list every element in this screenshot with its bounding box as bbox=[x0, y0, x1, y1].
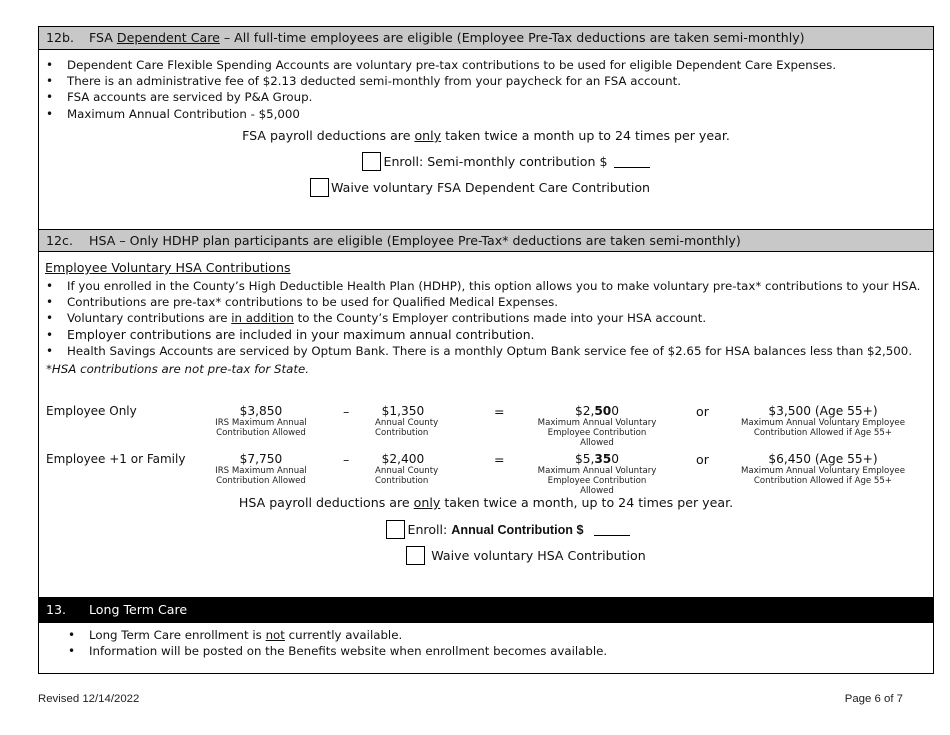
fsa-payroll-note: FSA payroll deductions are only taken twice a month up to 24 times per year. bbox=[242, 128, 730, 143]
or-text: or bbox=[696, 452, 709, 467]
list-item: • Employer contributions are included in your maximum annual contribution. bbox=[67, 327, 920, 343]
hsa-contribution-field[interactable] bbox=[594, 522, 630, 536]
hsa-row-label: Employee +1 or Family bbox=[46, 452, 186, 466]
section-13-header bbox=[39, 597, 933, 623]
list-item: • Long Term Care enrollment is not currently available. bbox=[89, 627, 607, 643]
fsa-waive-row bbox=[33, 178, 927, 197]
list-item: • Health Savings Accounts are serviced by Optum Bank. There is a monthly Optum Bank service fee of $2.65 for HSA balances less than $2,500. bbox=[67, 343, 920, 359]
section-12c-bullets bbox=[67, 278, 920, 359]
irs-max-cell: $7,750 IRS Maximum Annual Contribution Allowed bbox=[215, 452, 307, 486]
hsa-waive-checkbox[interactable] bbox=[406, 546, 425, 565]
max-voluntary-cell: $5,350 Maximum Annual Voluntary Employee Contribution Allowed bbox=[537, 452, 657, 496]
section-12c-header bbox=[39, 229, 933, 252]
equals-sign: = bbox=[494, 404, 505, 419]
section-12c-number: 12c. bbox=[46, 233, 73, 248]
section-12b-bullets bbox=[67, 57, 836, 122]
fsa-waive-checkbox[interactable] bbox=[310, 178, 329, 197]
benefits-form-page bbox=[38, 26, 934, 674]
county-contribution-cell: $2,400 Annual County Contribution bbox=[375, 452, 439, 486]
list-item: • FSA accounts are serviced by P&A Group. bbox=[67, 89, 836, 105]
fsa-enroll-checkbox[interactable] bbox=[362, 152, 381, 171]
hsa-subheading: Employee Voluntary HSA Contributions bbox=[45, 260, 291, 275]
fsa-enroll-label: Enroll: Semi-monthly contribution $ bbox=[383, 154, 608, 169]
section-13-number: 13. bbox=[46, 602, 67, 617]
hsa-payroll-note: HSA payroll deductions are only taken twice a month, up to 24 times per year. bbox=[238, 495, 734, 510]
minus-sign: – bbox=[343, 404, 350, 419]
irs-max-cell: $3,850 IRS Maximum Annual Contribution Allowed bbox=[215, 404, 307, 438]
hsa-enroll-bold-label: Annual Contribution $ bbox=[451, 523, 584, 537]
list-item: • Voluntary contributions are in addition to the County’s Employer contributions made into your HSA account. bbox=[67, 310, 920, 326]
list-item: • Dependent Care Flexible Spending Accounts are voluntary pre-tax contributions to be used for eligible Dependent Care Expenses. bbox=[67, 57, 836, 73]
section-13-bullets bbox=[89, 627, 607, 659]
max-voluntary-cell: $2,500 Maximum Annual Voluntary Employee Contribution Allowed bbox=[537, 404, 657, 448]
section-12b-number: 12b. bbox=[46, 30, 75, 45]
list-item: • If you enrolled in the County’s High Deductible Health Plan (HDHP), this option allows you to make voluntary pre-tax* contributions to your HSA. bbox=[67, 278, 920, 294]
fsa-enroll-row bbox=[59, 152, 950, 171]
hsa-row-label: Employee Only bbox=[46, 404, 137, 418]
minus-sign: – bbox=[343, 452, 350, 467]
hsa-waive-label: Waive voluntary HSA Contribution bbox=[431, 548, 646, 563]
section-13-title: Long Term Care bbox=[89, 602, 188, 617]
section-12b-title-link: Dependent Care bbox=[116, 30, 220, 45]
section-12b-header bbox=[39, 27, 933, 50]
list-item: • Maximum Annual Contribution - $5,000 bbox=[67, 106, 836, 122]
section-12b-title-pre: FSA bbox=[89, 30, 117, 45]
max-voluntary-55-cell: $3,500 (Age 55+) Maximum Annual Voluntary Employee Contribution Allowed if Age 55+ bbox=[741, 404, 905, 438]
hsa-enroll-label: Enroll: bbox=[407, 522, 452, 537]
section-12b-title-post: – All full-time employees are eligible (Employee Pre-Tax deductions are taken semi-monthly) bbox=[219, 30, 805, 45]
hsa-enroll-checkbox[interactable] bbox=[386, 520, 405, 539]
or-text: or bbox=[696, 404, 709, 419]
hsa-tax-note: *HSA contributions are not pre-tax for State. bbox=[46, 362, 310, 376]
hsa-row-family bbox=[39, 452, 933, 496]
fsa-contribution-field[interactable] bbox=[614, 154, 650, 168]
max-voluntary-55-cell: $6,450 (Age 55+) Maximum Annual Voluntary Employee Contribution Allowed if Age 55+ bbox=[741, 452, 905, 486]
list-item: • Information will be posted on the Benefits website when enrollment becomes available. bbox=[89, 643, 607, 659]
hsa-enroll-row bbox=[61, 520, 950, 539]
county-contribution-cell: $1,350 Annual County Contribution bbox=[375, 404, 439, 438]
list-item: • Contributions are pre-tax* contributions to be used for Qualified Medical Expenses. bbox=[67, 294, 920, 310]
revised-date: Revised 12/14/2022 bbox=[38, 693, 140, 705]
hsa-waive-row bbox=[79, 546, 950, 565]
equals-sign: = bbox=[494, 452, 505, 467]
page-number: Page 6 of 7 bbox=[844, 693, 903, 705]
fsa-waive-label: Waive voluntary FSA Dependent Care Contribution bbox=[330, 180, 651, 195]
list-item: • There is an administrative fee of $2.13 deducted semi-monthly from your paycheck for an FSA account. bbox=[67, 73, 836, 89]
hsa-row-employee-only bbox=[39, 404, 933, 448]
section-12c-title: HSA – Only HDHP plan participants are eligible (Employee Pre-Tax* deductions are taken semi-monthly) bbox=[89, 233, 741, 248]
